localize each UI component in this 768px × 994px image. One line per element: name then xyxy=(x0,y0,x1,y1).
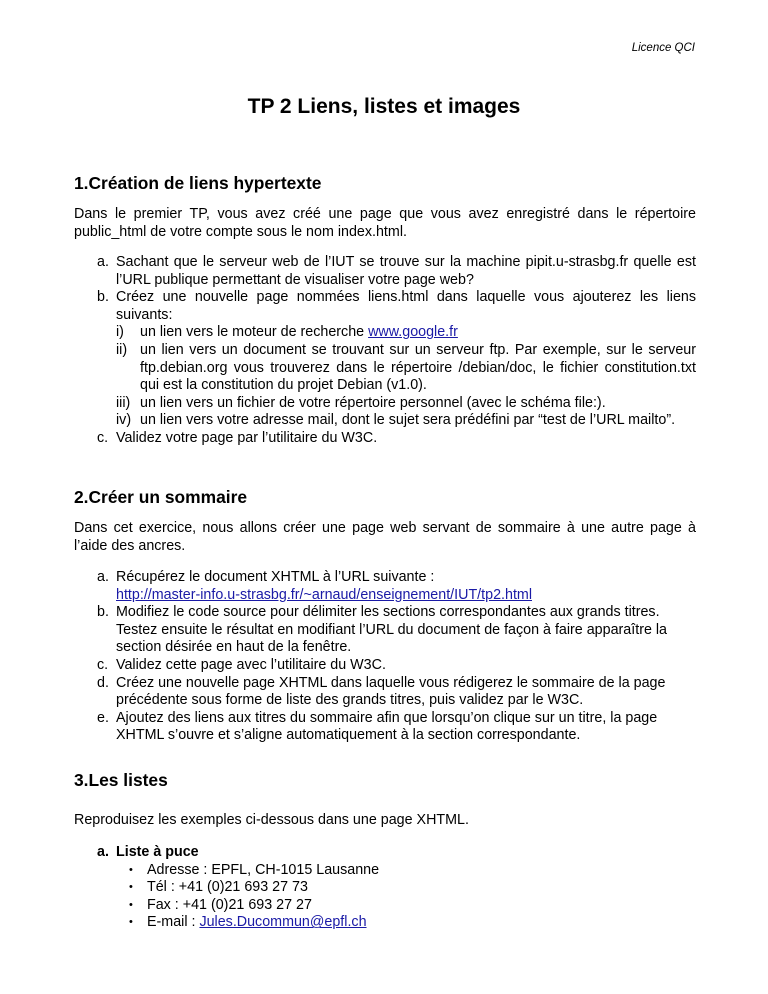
list-marker: iii) xyxy=(116,394,131,411)
list-marker: e. xyxy=(97,709,109,726)
document-title: TP 2 Liens, listes et images xyxy=(247,95,521,118)
list-item-a xyxy=(74,844,696,862)
list-marker: a. xyxy=(97,254,109,270)
list-item-a xyxy=(74,569,696,604)
list-item-b xyxy=(74,289,696,430)
bullet-icon: • xyxy=(129,916,133,929)
bullet-item xyxy=(74,879,696,897)
list-item-d xyxy=(74,675,696,710)
list-marker: b. xyxy=(97,289,109,306)
bullet-text: Fax : +41 (0)21 693 27 27 xyxy=(147,896,312,913)
list-item-title: Liste à puce xyxy=(116,844,199,860)
list-item-text: Ajoutez des liens aux titres du sommaire afin que lorsqu’on clique sur un titre, la page XHTML s’ouvre et s’aligne automatiquement à la section correspondante. xyxy=(116,709,658,744)
list-item-text: Validez votre page par l’utilitaire du W3C. xyxy=(116,429,378,446)
list-marker: c. xyxy=(97,429,109,446)
list-item-c xyxy=(74,657,696,675)
bullet-item xyxy=(74,897,696,915)
sublist-item-i xyxy=(116,324,696,342)
section-3-intro: Reproduisez les exemples ci-dessous dans une page XHTML. xyxy=(74,812,469,828)
list-item-text: Récupérez le document XHTML à l’URL suivante : xyxy=(116,569,435,585)
list-marker: a. xyxy=(97,569,109,585)
list-item-text: Validez cette page avec l’utilitaire du W3C. xyxy=(116,656,386,673)
list-item-text: un lien vers le moteur de recherche xyxy=(140,324,365,341)
list-marker: i) xyxy=(116,324,124,341)
list-item-text: Créez une nouvelle page XHTML dans laquelle vous rédigerez le sommaire de la page précédente sous forme de liste des grands titres, puis validez par le W3C. xyxy=(116,674,666,709)
section-2-heading: 2.Créer un sommaire xyxy=(74,487,248,507)
list-item-text: Sachant que le serveur web de l’IUT se trouve sur la machine pipit.u-strasbg.fr quelle est l’URL publique permettant de visualiser votre page web? xyxy=(116,254,696,288)
bullet-icon: • xyxy=(129,863,133,876)
tp2-url-link[interactable]: http://master-info.u-strasbg.fr/~arnaud/enseignement/IUT/tp2.html xyxy=(116,586,532,603)
bullet-item xyxy=(74,862,696,880)
bullet-text: E-mail : xyxy=(147,914,200,931)
list-item-text: Modifiez le code source pour délimiter les sections correspondantes aux grands titres. Testez ensuite le résultat en modifiant l’URL du document de façon à faire apparaître la section désirée en haut de la fenêtre. xyxy=(116,604,668,656)
list-item-text: Créez une nouvelle page nommées liens.html dans laquelle vous ajouterez les liens suivants: xyxy=(116,289,696,323)
list-marker: iv) xyxy=(116,412,132,429)
list-item-text: un lien vers votre adresse mail, dont le sujet sera prédéfini par “test de l’URL mailto”. xyxy=(140,412,676,429)
list-marker: ii) xyxy=(116,341,128,358)
list-item-text: un lien vers un document se trouvant sur un serveur ftp. Par exemple, sur le serveur ftp.debian.org vous trouverez dans le répertoire /debian/doc, le fichier constitution.txt qui est la constitution du projet Debian (v1.0). xyxy=(140,341,696,394)
section-2-list xyxy=(74,569,696,745)
list-marker: a. xyxy=(97,844,109,860)
section-1-heading: 1.Création de liens hypertexte xyxy=(74,173,322,193)
list-item-a xyxy=(74,254,696,289)
section-3-list xyxy=(74,844,696,932)
list-marker: b. xyxy=(97,604,109,621)
section-1-intro: Dans le premier TP, vous avez créé une page que vous avez enregistré dans le répertoire public_html de votre compte sous le nom index.html. xyxy=(74,206,696,240)
list-marker: d. xyxy=(97,674,109,691)
bullet-text: Adresse : EPFL, CH-1015 Lausanne xyxy=(147,861,380,878)
list-item-text: un lien vers un fichier de votre répertoire personnel (avec le schéma file:). xyxy=(140,394,606,411)
email-link[interactable]: Jules.Ducommun@epfl.ch xyxy=(199,914,367,931)
header-note: Licence QCI xyxy=(631,42,695,54)
section-3-heading: 3.Les listes xyxy=(74,770,168,790)
google-link[interactable]: www.google.fr xyxy=(368,324,458,341)
bullet-icon: • xyxy=(129,881,133,894)
sublist-item-iii xyxy=(116,395,696,413)
bullet-text: Tél : +41 (0)21 693 27 73 xyxy=(147,879,308,896)
sublist-item-iv xyxy=(116,412,696,430)
bullet-icon: • xyxy=(129,898,133,911)
bullet-item xyxy=(74,914,696,932)
list-marker: c. xyxy=(97,656,109,673)
section-2-intro: Dans cet exercice, nous allons créer une page web servant de sommaire à une autre page à l’aide des ancres. xyxy=(74,520,696,554)
list-item-c xyxy=(74,430,696,448)
list-item-e xyxy=(74,710,696,745)
list-item-b xyxy=(74,604,696,657)
section-1-list xyxy=(74,254,696,448)
sublist-item-ii xyxy=(116,342,696,395)
